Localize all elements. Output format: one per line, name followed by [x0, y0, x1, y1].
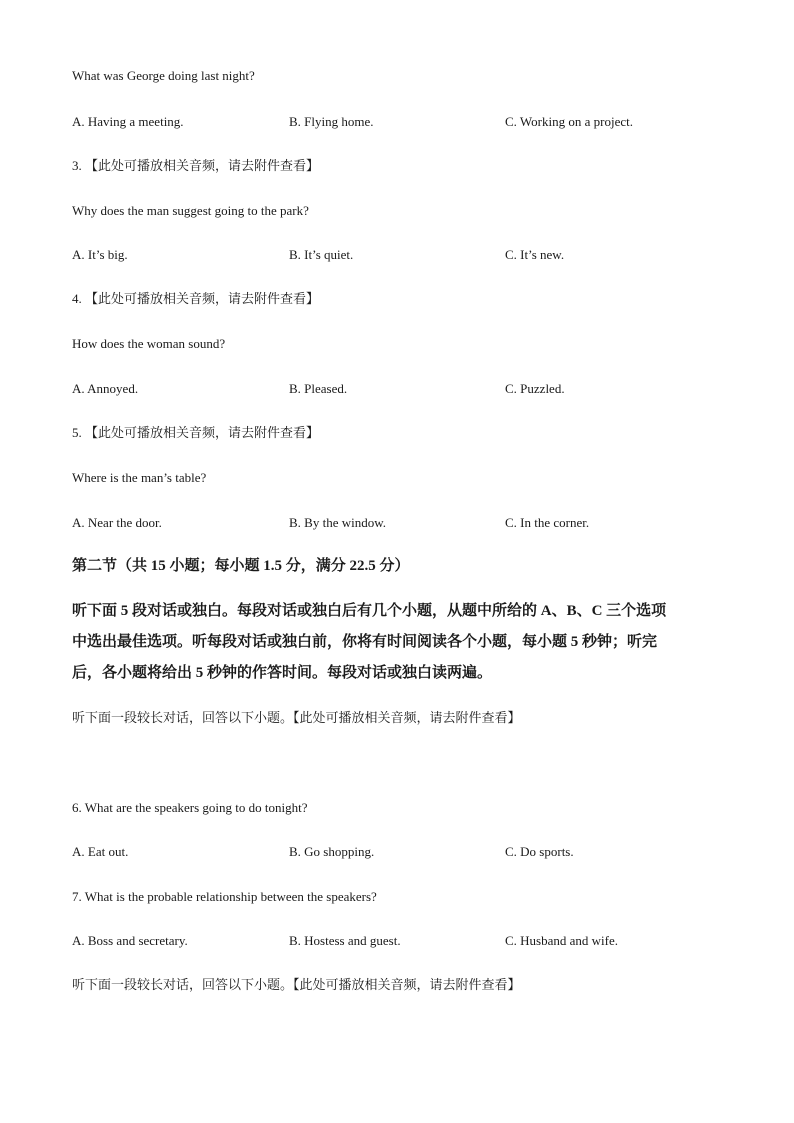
- section-2-instructions-line-2: 中选出最佳选项。听每段对话或独白前，你将有时间阅读各个小题，每小题 5 秒钟；听完: [72, 634, 658, 650]
- section-2-title: 第二节（共 15 小题；每小题 1.5 分，满分 22.5 分）: [72, 558, 410, 574]
- section-2-instructions-line-1: 听下面 5 段对话或独白。每段对话或独白后有几个小题，从题中所给的 A、B、C 三个选项: [72, 603, 667, 619]
- q3-option-a: A. It’s big.: [72, 247, 128, 262]
- q2-option-b: B. Flying home.: [289, 114, 374, 129]
- q3-option-c: C. It’s new.: [505, 247, 565, 262]
- q4-option-a: A. Annoyed.: [72, 381, 139, 396]
- q6-option-c: C. Do sports.: [505, 844, 574, 859]
- q5-option-b: B. By the window.: [289, 515, 387, 530]
- q4-option-b: B. Pleased.: [289, 381, 348, 396]
- question-3-text: Why does the man suggest going to the park?: [72, 203, 309, 218]
- question-4-text: How does the woman sound?: [72, 336, 226, 351]
- dialogue-2-note: 听下面一段较长对话，回答以下小题。【此处可播放相关音频，请去附件查看】: [72, 977, 521, 992]
- question-2-text: What was George doing last night?: [72, 68, 255, 83]
- q5-option-a: A. Near the door.: [72, 515, 162, 530]
- q3-option-b: B. It’s quiet.: [289, 247, 354, 262]
- q7-option-c: C. Husband and wife.: [505, 933, 619, 948]
- dialogue-1-note: 听下面一段较长对话，回答以下小题。【此处可播放相关音频，请去附件查看】: [72, 710, 521, 725]
- q6-option-a: A. Eat out.: [72, 844, 129, 859]
- q4-option-c: C. Puzzled.: [505, 381, 565, 396]
- q5-option-c: C. In the corner.: [505, 515, 590, 530]
- q3-audio-note: 3. 【此处可播放相关音频，请去附件查看】: [72, 158, 320, 173]
- q5-audio-note: 5. 【此处可播放相关音频，请去附件查看】: [72, 425, 320, 440]
- question-5-text: Where is the man’s table?: [72, 470, 207, 485]
- q4-audio-note: 4. 【此处可播放相关音频，请去附件查看】: [72, 291, 320, 306]
- q6-option-b: B. Go shopping.: [289, 844, 375, 859]
- q2-option-c: C. Working on a project.: [505, 114, 633, 129]
- question-7-text: 7. What is the probable relationship between the speakers?: [72, 889, 377, 904]
- question-6-text: 6. What are the speakers going to do tonight?: [72, 800, 308, 815]
- q7-option-b: B. Hostess and guest.: [289, 933, 401, 948]
- q7-option-a: A. Boss and secretary.: [72, 933, 188, 948]
- q2-option-a: A. Having a meeting.: [72, 114, 184, 129]
- section-2-instructions-line-3: 后，各小题将给出 5 秒钟的作答时间。每段对话或独白读两遍。: [72, 665, 493, 681]
